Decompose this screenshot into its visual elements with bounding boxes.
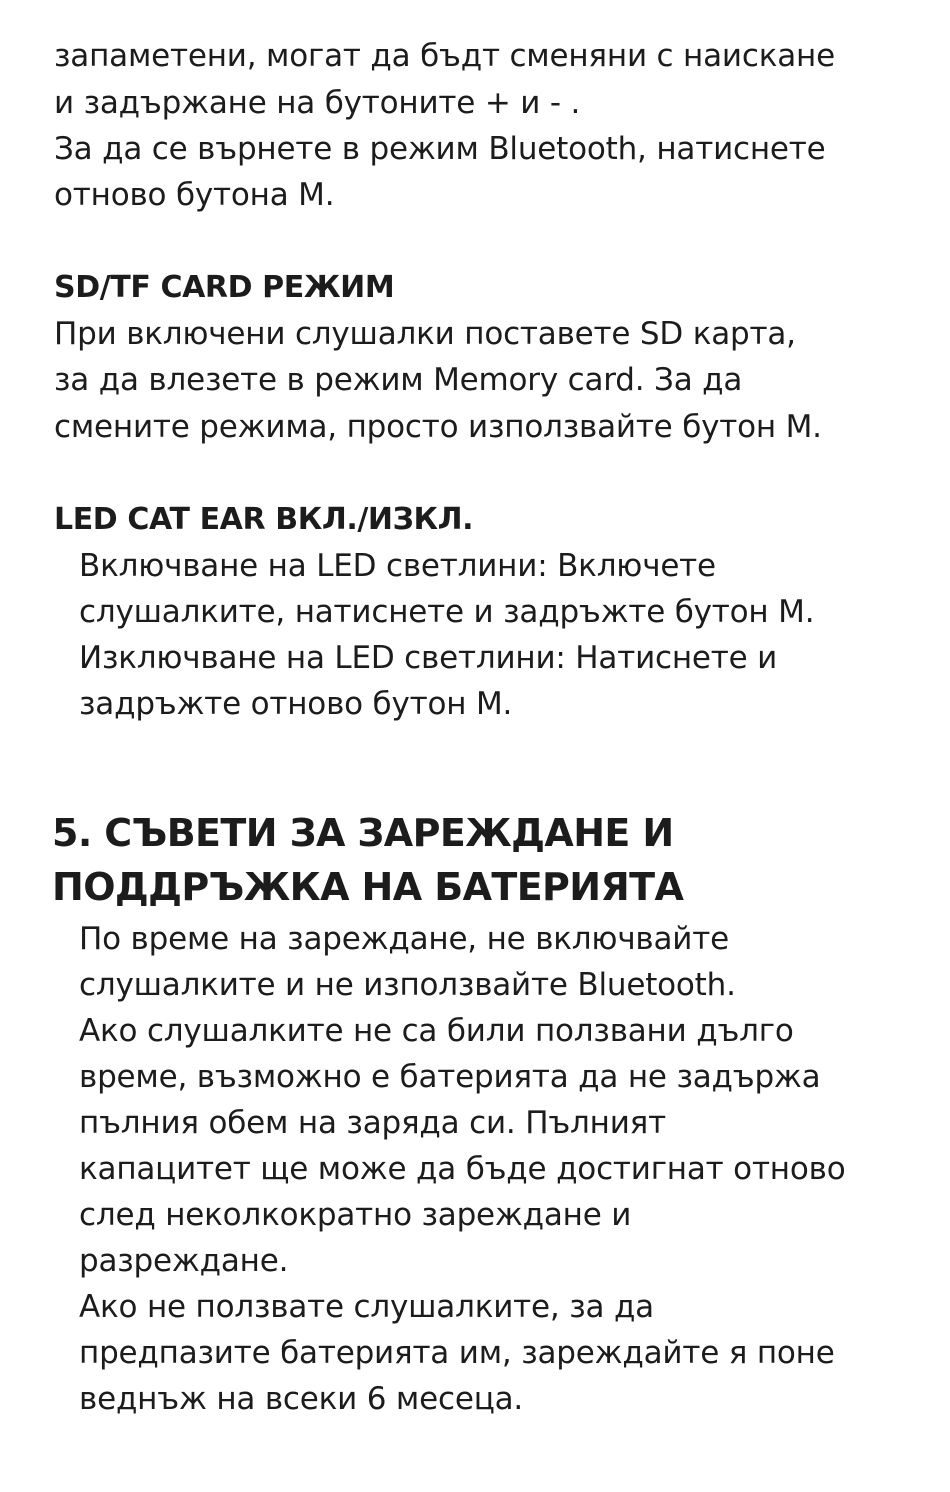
battery-line-6: капацитет ще може да бъде достигнат отново xyxy=(79,1151,846,1187)
sd-line-3: смените режима, просто използвайте бутон М. xyxy=(54,409,822,445)
battery-line-11: веднъж на всеки 6 месеца. xyxy=(79,1381,524,1417)
led-section-title: LED CAT EAR ВКЛ./ИЗКЛ. xyxy=(54,502,474,537)
battery-line-3: Ако слушалките не са били ползвани дълго xyxy=(79,1013,794,1049)
battery-line-10: предпазите батерията им, зареждайте я поне xyxy=(79,1335,835,1371)
battery-section-title-line-2: ПОДДРЪЖКА НА БАТЕРИЯТА xyxy=(52,865,684,909)
battery-line-7: след неколкократно зареждане и xyxy=(79,1197,632,1233)
led-line-1: Включване на LED светлини: Включете xyxy=(79,548,716,584)
intro-line-4: отново бутона М. xyxy=(54,177,335,213)
intro-line-3: За да се върнете в режим Bluetooth, натиснете xyxy=(54,131,826,167)
intro-line-2: и задържане на бутоните + и - . xyxy=(54,85,581,121)
sd-line-1: При включени слушалки поставете SD карта, xyxy=(54,316,796,352)
battery-line-4: време, възможно е батерията да не задържа xyxy=(79,1059,821,1095)
battery-line-1: По време на зареждане, не включвайте xyxy=(79,921,729,957)
battery-line-2: слушалките и не използвайте Bluetooth. xyxy=(79,967,736,1003)
led-line-4: задръжте отново бутон М. xyxy=(79,686,513,722)
sd-section-title: SD/TF CARD РЕЖИМ xyxy=(54,270,395,305)
led-line-2: слушалките, натиснете и задръжте бутон М. xyxy=(79,594,815,630)
led-line-3: Изключване на LED светлини: Натиснете и xyxy=(79,640,778,676)
battery-line-5: пълния обем на заряда си. Пълният xyxy=(79,1105,666,1141)
intro-line-1: запаметени, могат да бъдт сменяни с наискане xyxy=(54,38,835,74)
battery-line-9: Ако не ползвате слушалките, за да xyxy=(79,1289,654,1325)
battery-line-8: разреждане. xyxy=(79,1243,289,1279)
sd-line-2: за да влезете в режим Memory card. За да xyxy=(54,362,743,398)
battery-section-title-line-1: 5. СЪВЕТИ ЗА ЗАРЕЖДАНЕ И xyxy=(52,811,674,855)
